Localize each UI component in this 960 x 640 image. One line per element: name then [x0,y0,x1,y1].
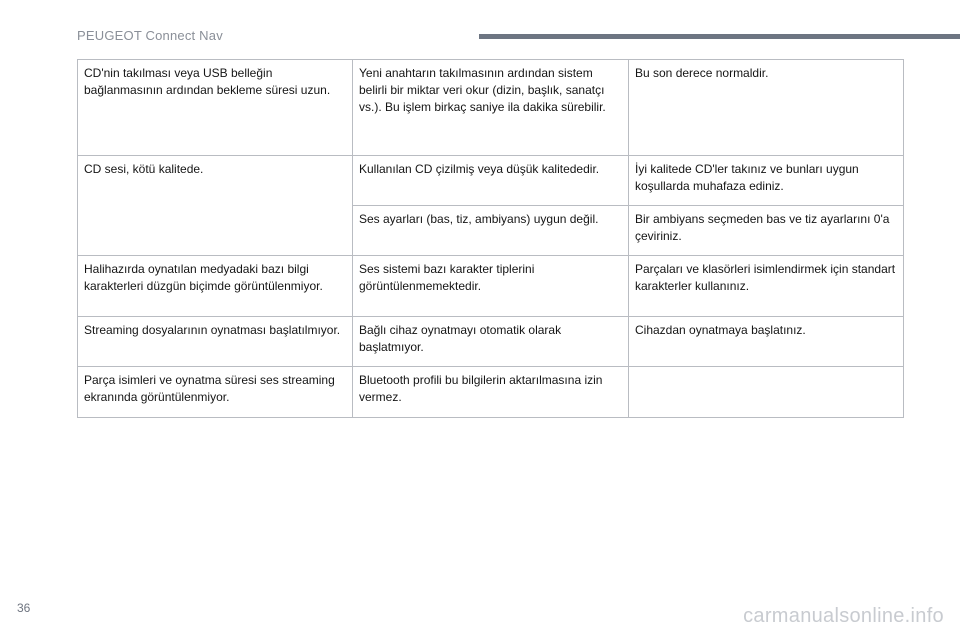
solution-cell: Bu son derece normaldir. [629,60,904,156]
troubleshooting-table [77,59,904,418]
header-divider-bar [479,34,960,39]
solution-cell: Cihazdan oynatmaya başlatınız. [629,317,904,367]
cause-cell: Ses sistemi bazı karakter tiplerini görüntülenmemektedir. [353,256,629,317]
table-row [78,256,904,317]
cause-cell: Ses ayarları (bas, tiz, ambiyans) uygun değil. [353,206,629,256]
watermark-text: carmanualsonline.info [743,605,944,627]
question-cell: Parça isimleri ve oynatma süresi ses streaming ekranında görüntülenmiyor. [78,367,353,418]
page-number: 36 [17,601,31,615]
cause-cell: Yeni anahtarın takılmasının ardından sistem belirli bir miktar veri okur (dizin, başlık, sanatçı vs.). Bu işlem birkaç saniye ila dakika sürebilir. [353,60,629,156]
question-cell: Halihazırda oynatılan medyadaki bazı bilgi karakterleri düzgün biçimde görüntülenmiyor. [78,256,353,317]
question-cell: CD'nin takılması veya USB belleğin bağlanmasının ardından bekleme süresi uzun. [78,60,353,156]
question-cell: Streaming dosyalarının oynatması başlatılmıyor. [78,317,353,367]
table-row [78,60,904,156]
question-cell: CD sesi, kötü kalitede. [78,156,353,256]
table-row [78,367,904,418]
cause-cell: Bağlı cihaz oynatmayı otomatik olarak başlatmıyor. [353,317,629,367]
page-header-title: PEUGEOT Connect Nav [77,28,223,43]
solution-cell: Parçaları ve klasörleri isimlendirmek için standart karakterler kullanınız. [629,256,904,317]
cause-cell: Bluetooth profili bu bilgilerin aktarılmasına izin vermez. [353,367,629,418]
solution-cell: Bir ambiyans seçmeden bas ve tiz ayarlarını 0'a çeviriniz. [629,206,904,256]
table-row [78,156,904,206]
solution-cell: İyi kalitede CD'ler takınız ve bunları uygun koşullarda muhafaza ediniz. [629,156,904,206]
solution-cell [629,367,904,418]
cause-cell: Kullanılan CD çizilmiş veya düşük kalitededir. [353,156,629,206]
table-row [78,317,904,367]
